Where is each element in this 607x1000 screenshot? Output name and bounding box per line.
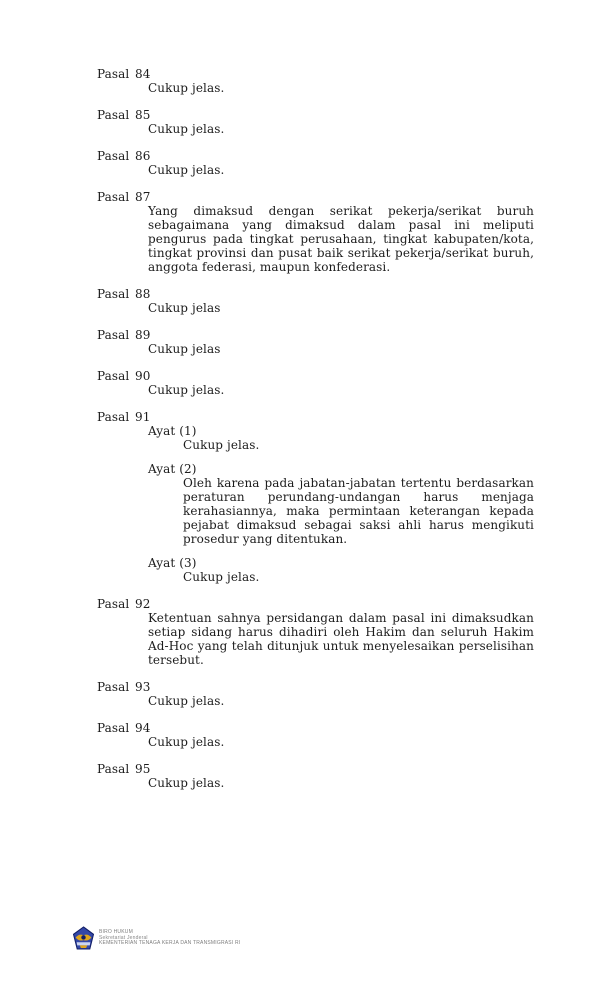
pasal-number: 92 [135, 597, 151, 611]
pasal-86-body: Cukup jelas. [148, 163, 225, 177]
pasal-number: 95 [135, 762, 151, 776]
ayat-2-block [148, 462, 534, 546]
pasal-87-section [97, 190, 534, 274]
pasal-label: Pasal [97, 762, 130, 776]
pasal-number: 87 [135, 190, 151, 204]
pasal-91-section [97, 410, 534, 584]
pasal-86-heading [97, 149, 534, 163]
pasal-84-body: Cukup jelas. [148, 81, 225, 95]
pasal-label: Pasal [97, 108, 130, 122]
pasal-94-body: Cukup jelas. [148, 735, 225, 749]
pasal-92-body: Ketentuan sahnya persidangan dalam pasal ini dimaksudkan setiap sidang harus dihadiri oleh Hakim dan seluruh Hakim Ad-Hoc yang telah ditunjuk untuk menyelesaikan perselisihan tersebut. [148, 611, 534, 667]
pasal-number: 91 [135, 410, 151, 424]
pasal-number: 84 [135, 67, 151, 81]
pasal-number: 85 [135, 108, 151, 122]
pasal-93-body: Cukup jelas. [148, 694, 225, 708]
pasal-95-body: Cukup jelas. [148, 776, 225, 790]
pasal-85-heading [97, 108, 534, 122]
pasal-84-section [97, 67, 534, 95]
pasal-90-section [97, 369, 534, 397]
pasal-number: 90 [135, 369, 151, 383]
pasal-84-heading [97, 67, 534, 81]
pasal-95-heading [97, 762, 534, 776]
pasal-88-body: Cukup jelas [148, 301, 221, 315]
pasal-label: Pasal [97, 67, 130, 81]
pasal-number: 86 [135, 149, 151, 163]
pasal-91-heading [97, 410, 534, 424]
footer-org-line-1: BIRO HUKUM [99, 929, 133, 935]
pasal-90-heading [97, 369, 534, 383]
ayat-1-label: Ayat (1) [148, 424, 197, 438]
pasal-85-section [97, 108, 534, 136]
ayat-1-body: Cukup jelas. [183, 438, 260, 452]
pasal-label: Pasal [97, 328, 130, 342]
pasal-85-body: Cukup jelas. [148, 122, 225, 136]
document-body [97, 67, 534, 803]
ministry-emblem-icon [73, 926, 94, 950]
pasal-87-body: Yang dimaksud dengan serikat pekerja/serikat buruh sebagaimana yang dimaksud dalam pasal ini meliputi pengurus pada tingkat perusahaan, tingkat kabupaten/kota, tingkat provinsi dan pusat baik serikat pekerja/serikat buruh, anggota federasi, maupun konfederasi. [148, 204, 534, 274]
footer-org-line-2: Sekretariat Jenderal [99, 934, 148, 941]
pasal-92-heading [97, 597, 534, 611]
pasal-93-section [97, 680, 534, 708]
pasal-87-heading [97, 190, 534, 204]
footer-org-line-3: KEMENTERIAN TENAGA KERJA DAN TRANSMIGRASI RI [99, 940, 241, 946]
pasal-number: 93 [135, 680, 151, 694]
pasal-94-heading [97, 721, 534, 735]
pasal-label: Pasal [97, 369, 130, 383]
pasal-label: Pasal [97, 190, 130, 204]
pasal-93-heading [97, 680, 534, 694]
pasal-label: Pasal [97, 287, 130, 301]
pasal-89-body: Cukup jelas [148, 342, 221, 356]
pasal-95-section [97, 762, 534, 790]
ayat-1-block [148, 424, 534, 452]
ayat-3-block [148, 556, 534, 584]
pasal-94-section [97, 721, 534, 749]
footer [73, 926, 240, 950]
pasal-label: Pasal [97, 149, 130, 163]
pasal-number: 94 [135, 721, 151, 735]
pasal-90-body: Cukup jelas. [148, 383, 225, 397]
ayat-2-body: Oleh karena pada jabatan-jabatan tertentu berdasarkan peraturan perundang-undangan harus menjaga kerahasiannya, maka permintaan keterangan kepada pejabat dimaksud sebagai saksi ahli harus mengikuti prosedur yang ditentukan. [183, 476, 534, 546]
pasal-89-section [97, 328, 534, 356]
pasal-label: Pasal [97, 721, 130, 735]
pasal-92-section [97, 597, 534, 667]
pasal-number: 88 [135, 287, 151, 301]
pasal-number: 89 [135, 328, 151, 342]
pasal-label: Pasal [97, 410, 130, 424]
ayat-2-label: Ayat (2) [148, 462, 197, 476]
pasal-88-heading [97, 287, 534, 301]
pasal-label: Pasal [97, 597, 130, 611]
pasal-89-heading [97, 328, 534, 342]
pasal-88-section [97, 287, 534, 315]
pasal-86-section [97, 149, 534, 177]
pasal-label: Pasal [97, 680, 130, 694]
footer-org-text [99, 930, 240, 947]
ayat-3-body: Cukup jelas. [183, 570, 260, 584]
ayat-3-label: Ayat (3) [148, 556, 197, 570]
